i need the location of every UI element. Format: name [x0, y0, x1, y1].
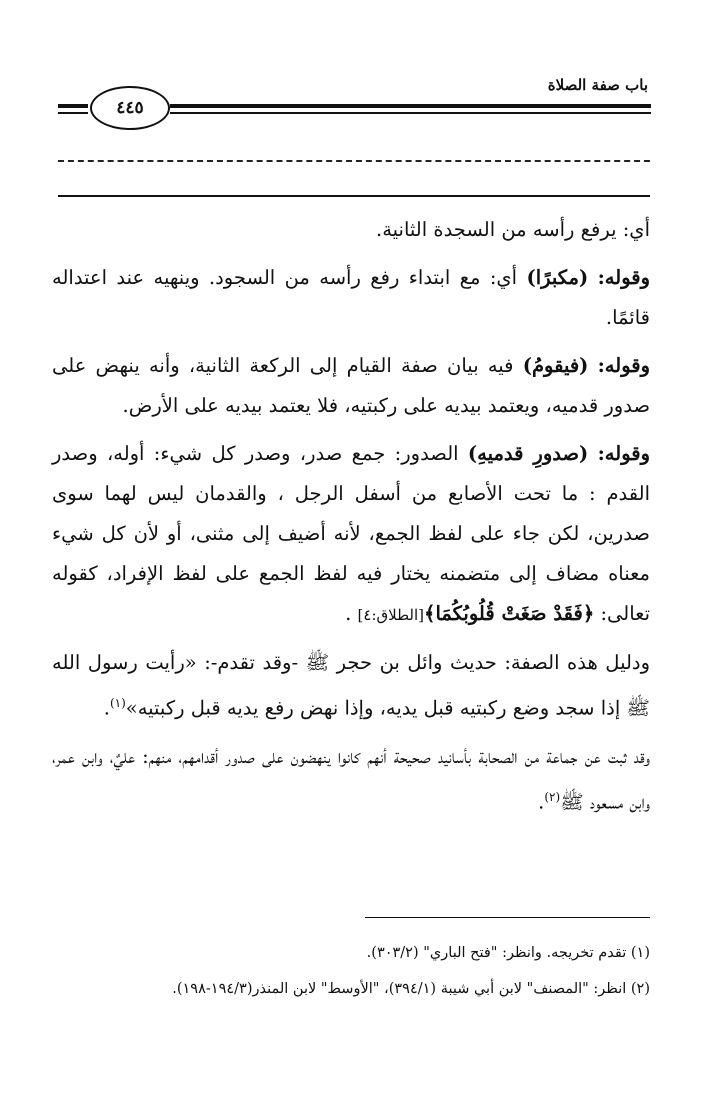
footnotes — [52, 935, 650, 1007]
dashed-divider — [58, 160, 650, 162]
header-rule-right-thick — [170, 104, 651, 108]
quran-quote: ﴿فَقَدْ صَغَتْ قُلُوبُكُمَا﴾ — [424, 602, 595, 625]
paragraph-3-term: (فيقومُ) — [522, 354, 589, 377]
paragraph-4-text: الصدور: جمع صدر، وصدر كل شيء: أوله، وصدر القدم : ما تحت الأصابع من أسفل الرجل ، والقدمان ليس لهما سوى صدرين، لكن جاء على لفظ الجمع، لأنه أضيف إلى مثنى، أو لأن كل شيء معناه مضاف إلى متضمنه يختار فيه لفظ الجمع على لفظ الإفراد، كقوله تعالى: — [52, 442, 650, 625]
paragraph-5-end: . — [103, 696, 110, 720]
paragraph-2-term: (مكبرًا) — [526, 266, 589, 289]
paragraph-4-label: وقوله: — [597, 442, 651, 465]
paragraph-5-text: ودليل هذه الصفة: حديث وائل بن حجر ﷺ -وقد تقدم-: «رأيت رسول الله ﷺ إذا سجد وضع ركبتيه قبل يديه، وإذا نهض رفع يديه قبل ركبتيه» — [52, 651, 650, 720]
paragraph-6-end: . — [538, 790, 545, 813]
paragraph-2 — [52, 258, 650, 338]
footnote-marker-2: (٢) — [544, 789, 561, 804]
paragraph-4-term: (صدورِ قدميهِ) — [467, 442, 589, 465]
header-rule-right-thin — [170, 112, 651, 114]
running-title: باب صفة الصلاة — [547, 76, 648, 94]
header-rule-left-thin — [58, 112, 88, 114]
paragraph-4 — [52, 434, 650, 635]
paragraph-3-label: وقوله: — [597, 354, 651, 377]
paragraph-5 — [52, 643, 650, 729]
paragraph-1: أي: يرفع رأسه من السجدة الثانية. — [376, 218, 650, 241]
footnote-marker-1: (١) — [109, 696, 126, 710]
paragraph-2-label: وقوله: — [597, 266, 650, 289]
paragraph-3-text: فيه بيان صفة القيام إلى الركعة الثانية، وأنه ينهض على صدور قدميه، ويعتمد بيديه على ركبتيه، فلا يعتمد بيديه على الأرض. — [52, 354, 650, 417]
footnote-separator — [365, 917, 650, 918]
paragraph-2-text: أي: مع ابتداء رفع رأسه من السجود. وينهيه عند اعتداله قائمًا. — [52, 266, 650, 329]
footnote-1: (١) تقدم تخريجه. وانظر: "فتح الباري" (٣٠٣/٢). — [366, 945, 650, 961]
page-number: ٤٤٥ — [90, 86, 170, 130]
paragraph-6 — [52, 737, 650, 823]
paragraph-3 — [52, 346, 650, 426]
solid-divider — [58, 195, 650, 197]
paragraph-6-text: وقد ثبت عن جماعة من الصحابة بأسانيد صحيحة أنهم كانوا ينهضون على صدور أقدامهم، منهم: عليٌ، وابن عمر، وابن مسعود ﷺ — [52, 744, 650, 813]
header-rule-left-thick — [58, 104, 88, 108]
footnote-2: (٢) انظر: "المصنف" لابن أبي شيبة (٣٩٤/١)، "الأوسط" لابن المنذر(١٩٤/٣-١٩٨). — [172, 981, 650, 997]
paragraph-4-end: . — [345, 602, 352, 625]
main-text — [52, 210, 650, 830]
quran-reference: [الطلاق:٤] — [357, 606, 425, 624]
